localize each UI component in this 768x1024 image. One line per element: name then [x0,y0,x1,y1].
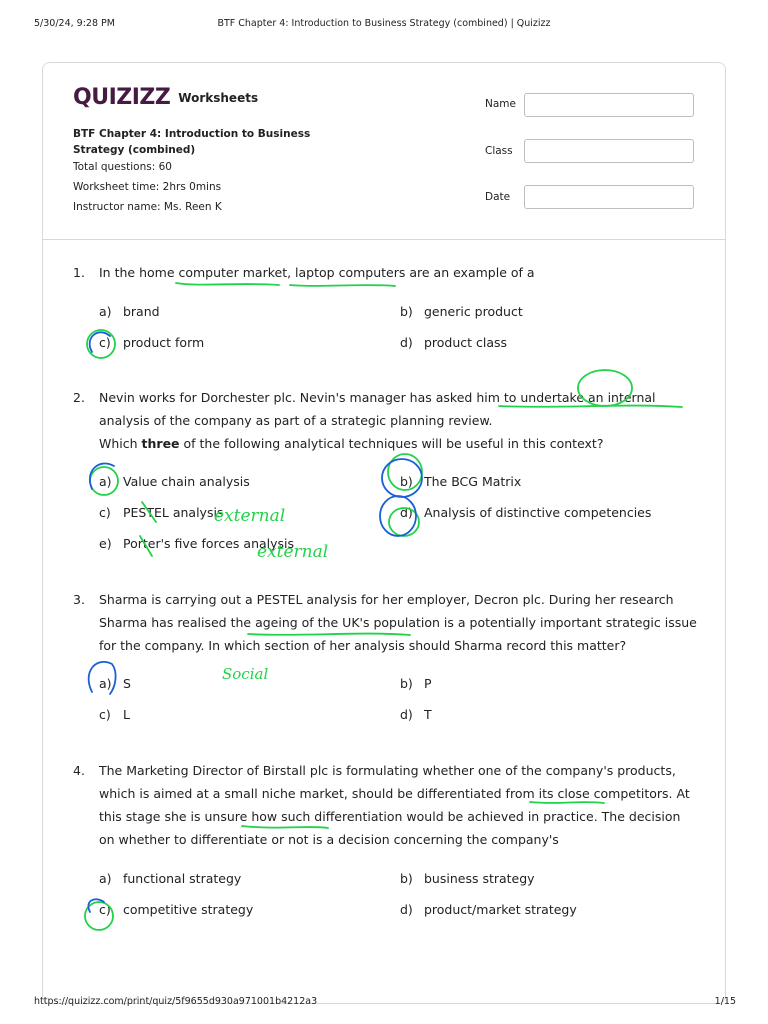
option-3b[interactable]: b) P [400,676,432,691]
instructor-name: Instructor name: Ms. Reen K [73,201,222,213]
worksheet [42,62,726,1004]
print-datetime: 5/30/24, 9:28 PM [34,18,115,29]
option-2a[interactable]: a) Value chain analysis [99,474,250,489]
option-1b[interactable]: b) generic product [400,304,523,319]
handnote-external-1: external [214,506,286,526]
question-text: The Marketing Director of Birstall plc is formulating whether one of the company's products, which is aimed at a small niche market, should be differentiated from its close competitors. At this stage she is unsure how such differentiation would be achieved in practice. The decision on whether to differentiate or not is a decision concerning the company's [99,763,690,847]
option-4b[interactable]: b) business strategy [400,871,535,886]
question-number: 4. [73,763,85,778]
class-field[interactable] [524,139,694,163]
worksheet-header [43,63,725,240]
name-label: Name [485,98,516,110]
option-2b[interactable]: b) The BCG Matrix [400,474,522,489]
option-3d[interactable]: d) T [400,707,432,722]
option-2c[interactable]: c) PESTEL analysis [99,505,224,520]
option-2d[interactable]: d) Analysis of distinctive competencies [400,505,652,520]
option-4c[interactable]: c) competitive strategy [99,902,254,917]
print-header [0,18,768,32]
logo-subtitle: Worksheets [178,90,259,105]
question-text: Sharma is carrying out a PESTEL analysis for her employer, Decron plc. During her research Sharma has realised the ageing of the UK's population is a potentially important strategic issue for the company. In which section of her analysis should Sharma record this matter? [99,592,697,653]
question-number: 3. [73,592,85,607]
option-1d[interactable]: d) product class [400,335,508,350]
option-3c[interactable]: c) L [99,707,130,722]
question-number: 2. [73,390,85,405]
option-1c[interactable]: c) product form [99,335,205,350]
quizizz-logo: QUIZIZZ [73,85,171,110]
worksheet-time: Worksheet time: 2hrs 0mins [73,181,222,193]
question-text: Nevin works for Dorchester plc. Nevin's manager has asked him to undertake an internal analysis of the company as part of a strategic planning review. Which three of the following analytical techniques will be useful in this context? [99,390,656,451]
option-3a[interactable]: a) S [99,676,131,691]
date-label: Date [485,191,511,203]
option-1a[interactable]: a) brand [99,304,160,319]
question-text: In the home computer market, laptop computers are an example of a [99,265,535,280]
class-label: Class [485,145,513,157]
question-number: 1. [73,265,85,280]
handnote-external-2: external [257,542,329,562]
page-counter: 1/15 [714,996,736,1007]
print-url: https://quizizz.com/print/quiz/5f9655d930a971001b4212a3 [34,996,318,1007]
option-2e[interactable]: e) Porter's five forces analysis [99,536,295,551]
date-field[interactable] [524,185,694,209]
option-4a[interactable]: a) functional strategy [99,871,242,886]
name-field[interactable] [524,93,694,117]
print-tab-title: BTF Chapter 4: Introduction to Business Strategy (combined) | Quizizz [217,18,551,29]
total-questions: Total questions: 60 [73,161,172,173]
worksheet-title: BTF Chapter 4: Introduction to Business Strategy (combined) [73,128,311,156]
option-4d[interactable]: d) product/market strategy [400,902,577,917]
handnote-social: Social [222,665,269,683]
brand [73,85,258,110]
